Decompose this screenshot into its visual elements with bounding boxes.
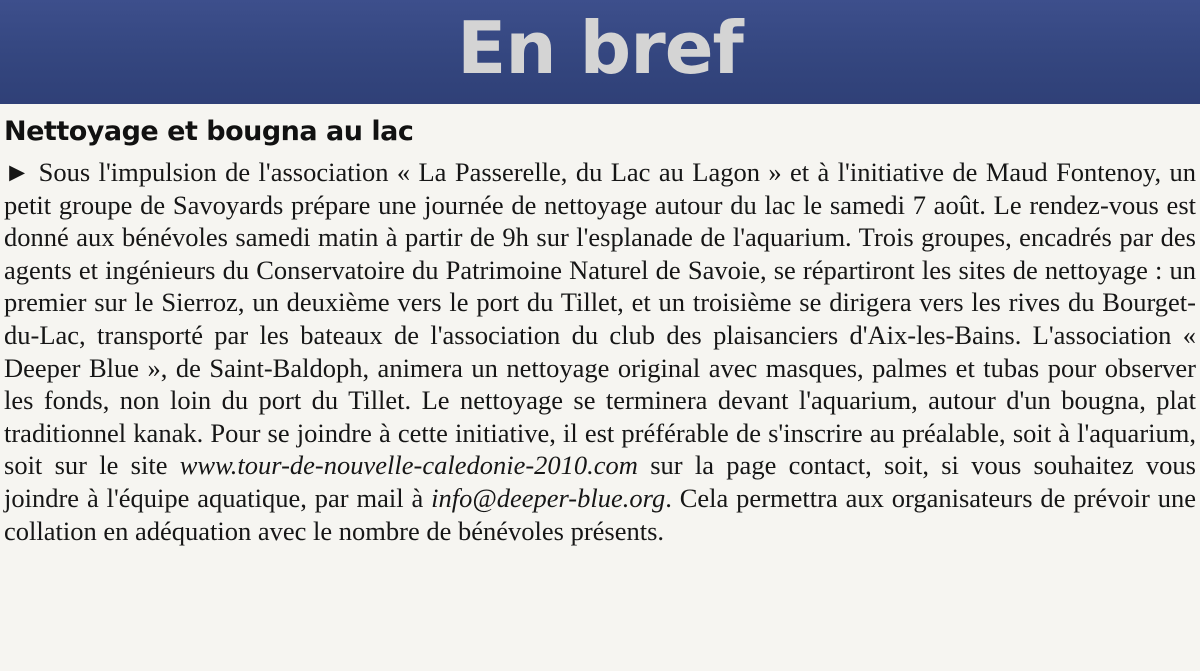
article-text-part1: Sous l'impulsion de l'association « La Passerelle, du Lac au Lagon » et à l'initiative de Maud Fontenoy, un petit groupe de Savoyards prépare une journée de nettoyage autour du lac le samedi 7 août. Le rendez-vous est donné aux bénévoles samedi matin à partir de 9h sur l'esplanade de l'aquarium. Trois groupes, encadrés par des agents et ingénieurs du Conservatoire du Patrimoine Naturel de Savoie, se répartiront les sites de nettoyage : un premier sur le Sierroz, un deuxième vers le port du Tillet, et un troisième se dirigera vers les rives du Bourget-du-Lac, transporté par les bateaux de l'association du club des plaisanciers d'Aix-les-Bains. L'association « Deeper Blue », de Saint-Baldoph, animera un nettoyage original avec masques, palmes et tubas pour observer les fonds, non loin du port du Tillet. Le nettoyage se terminera devant l'aquarium, autour d'un bougna, plat traditionnel kanak. Pour se joindre à cette initiative, il est préférable de s'inscrire au préalable, soit à l'aquarium, soit sur le site	[4, 157, 1196, 481]
article-text-part2: sur la page contact, soit, si vous souhaitez vous joindre à l'équipe aquatique, par mail à	[4, 450, 1196, 513]
article-headline: Nettoyage et bougna au lac	[4, 116, 414, 147]
article-text-part3: . Cela permettra aux organisateurs de prévoir une collation en adéquation avec le nombre de bénévoles présents.	[4, 482, 1196, 546]
website-link: www.tour-de-nouvelle-caledonie-2010.com	[179, 450, 638, 481]
email-link: info@deeper-blue.org	[431, 482, 666, 513]
section-banner	[0, 0, 1200, 104]
bullet-triangle-icon: ►	[4, 157, 31, 187]
article-body	[4, 156, 1196, 547]
section-title: En bref	[457, 6, 743, 90]
